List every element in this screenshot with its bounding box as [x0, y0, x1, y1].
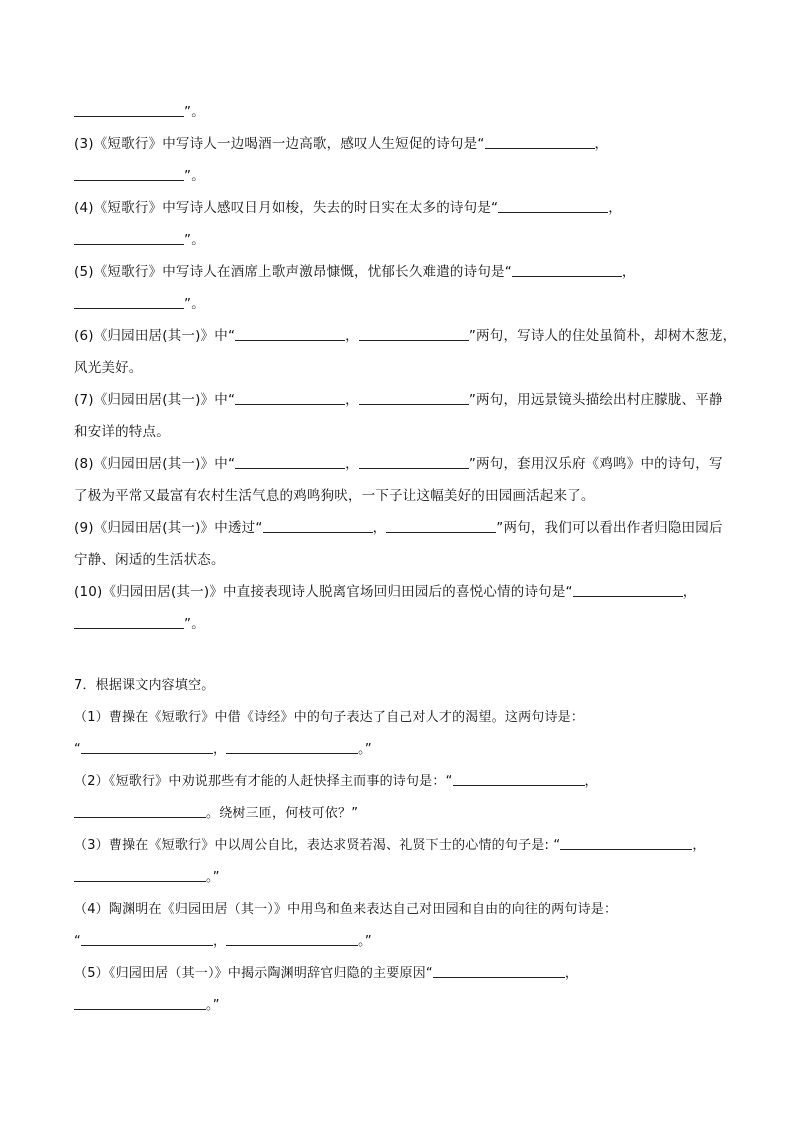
q7-item-5: （5）《归园田居（其一）》中揭示陶渊明辞官归隐的主要原因“ ，: [74, 962, 724, 986]
q7-item-4: （4）陶渊明在《归园田居（其一）》中用鸟和鱼来表达自己对田园和自由的向往的两句诗是：: [74, 902, 618, 917]
q7-item-1: （1）曹操在《短歌行》中借《诗经》中的句子表达了自己对人才的渴望。这两句诗是：: [74, 710, 585, 725]
answer-blank[interactable]: [512, 262, 622, 277]
answer-blank[interactable]: [226, 739, 358, 754]
answer-blank[interactable]: [74, 995, 206, 1010]
answer-blank[interactable]: [74, 294, 184, 309]
answer-blank[interactable]: [560, 835, 692, 850]
answer-blank[interactable]: [485, 134, 595, 149]
q6-item-4: (4)《短歌行》中写诗人感叹日月如梭，失去的时日实在太多的诗句是“ ，: [74, 200, 622, 216]
q7-item-5-tail: 。”: [74, 994, 724, 1018]
q7-title: 7．根据课文内容填空。: [74, 678, 215, 693]
answer-blank[interactable]: [359, 326, 469, 341]
answer-blank[interactable]: [74, 230, 184, 245]
q6-item-5: (5)《短歌行》中写诗人在酒席上歌声激昂慷慨，忧郁长久难遣的诗句是“ ，: [74, 264, 636, 280]
answer-blank[interactable]: [235, 326, 345, 341]
answer-blank[interactable]: [74, 867, 206, 882]
q6-item-7: (7)《归园田居(其一)》中“ ， ”两句，用远景镜头描绘出村庄朦胧、平静: [74, 392, 723, 408]
q7-item-2: （2）《短歌行》中劝说那些有才能的人赶快择主而事的诗句是：“ ，: [74, 770, 724, 794]
answer-blank[interactable]: [74, 102, 184, 117]
answer-blank[interactable]: [386, 518, 496, 533]
q7-item-4-answer: “ ， 。”: [74, 930, 724, 954]
q6-item-2-tail: ”。: [74, 100, 724, 124]
q6-item-3: (3)《短歌行》中写诗人一边喝酒一边高歌，感叹人生短促的诗句是“ ，: [74, 136, 609, 152]
q6-item-7-tail: 和安详的特点。: [74, 424, 170, 440]
q7-item-1-answer: “ ， 。”: [74, 738, 724, 762]
answer-blank[interactable]: [263, 518, 373, 533]
q7-item-3: （3）曹操在《短歌行》中以周公自比，表达求贤若渴、礼贤下士的心情的句子是: “ ，: [74, 834, 724, 858]
answer-blank[interactable]: [81, 739, 213, 754]
q6-item-6: (6)《归园田居(其一)》中“ ， ”两句，写诗人的住处虽简朴，却树木葱茏，: [74, 328, 737, 344]
q6-item-5-tail: ”。: [74, 292, 724, 316]
q6-item-3-tail: ”。: [74, 164, 724, 188]
answer-blank[interactable]: [81, 931, 213, 946]
answer-blank[interactable]: [573, 582, 683, 597]
answer-blank[interactable]: [433, 963, 565, 978]
q6-item-10: (10)《归园田居(其一)》中直接表现诗人脱离官场回归田园后的喜悦心情的诗句是“ ，: [74, 584, 697, 600]
q7-item-2-tail: 。绕树三匝，何枝可依？”: [74, 802, 724, 826]
q6-item-8-tail: 了极为平常又最富有农村生活气息的鸡鸣狗吠，一下子让这幅美好的田园画活起来了。: [74, 488, 595, 504]
answer-blank[interactable]: [235, 390, 345, 405]
answer-blank[interactable]: [74, 803, 206, 818]
q6-item-8: (8)《归园田居(其一)》中“ ， ”两句，套用汉乐府《鸡鸣》中的诗句，写: [74, 456, 723, 472]
q6-item-9: (9)《归园田居(其一)》中透过“ ， ”两句，我们可以看出作者归隐田园后: [74, 520, 723, 536]
answer-blank[interactable]: [498, 198, 608, 213]
answer-blank[interactable]: [235, 454, 345, 469]
answer-blank[interactable]: [74, 166, 184, 181]
answer-blank[interactable]: [74, 614, 184, 629]
q6-item-6-tail: 风光美好。: [74, 360, 143, 376]
q6-item-10-tail: ”。: [74, 612, 724, 636]
q7-item-3-tail: 。”: [74, 866, 724, 890]
answer-blank[interactable]: [359, 390, 469, 405]
q6-item-4-tail: ”。: [74, 228, 724, 252]
q6-item-9-tail: 宁静、闲适的生活状态。: [74, 552, 225, 568]
answer-blank[interactable]: [226, 931, 358, 946]
answer-blank[interactable]: [453, 771, 585, 786]
answer-blank[interactable]: [359, 454, 469, 469]
